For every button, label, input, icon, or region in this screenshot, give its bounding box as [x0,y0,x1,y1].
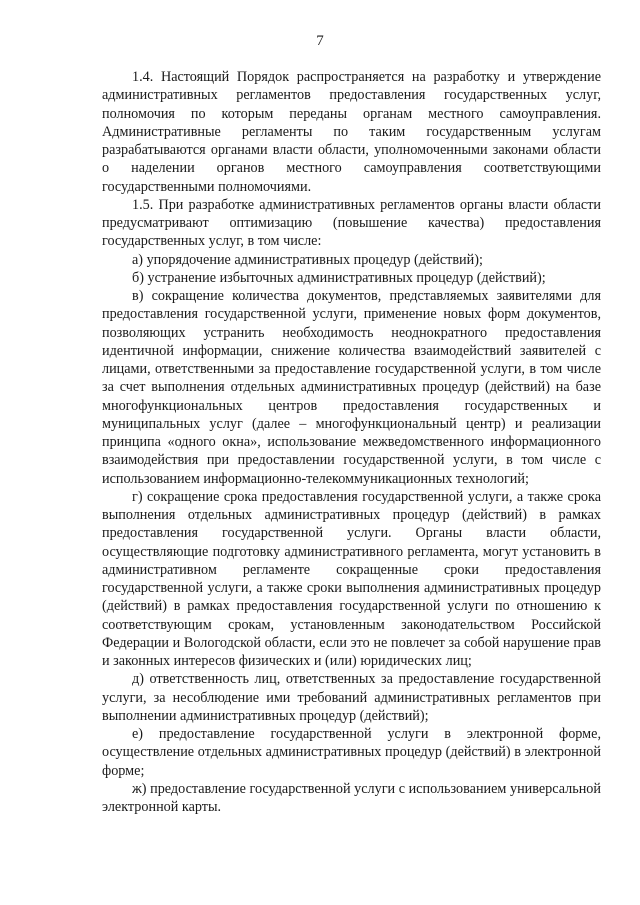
list-item-a: а) упорядочение административных процедур (действий); [132,251,483,268]
list-item-g: г) сокращение срока предоставления государственной услуги, а также срока выполнения отдельных административных процедур (действий) в рамках предоставления государственной услуги. Органы власти области, осуществляющие подготовку административного регламента, могут установить в административном регламенте сокращенные сроки предоставления государственной услуги, а также сроки выполнения административных процедур (действий) в рамках предоставления государственной услуги по отношению к соответствующим срокам, установленным законодательством Российской Федерации и Вологодской области, если это не повлечет за собой нарушение прав и законных интересов физических и (или) юридических лиц; [102,488,601,669]
list-item-zh: ж) предоставление государственной услуги с использованием универсальной электронной карты. [102,780,601,815]
list-item-v: в) сокращение количества документов, представляемых заявителями для предоставления государственной услуги, применение новых форм документов, позволяющих устранить необходимость неоднократного предоставления идентичной информации, снижение количества взаимодействий заявителей с лицами, ответственными за предоставление государственной услуги, в том числе за счет выполнения отдельных административных процедур (действий) на базе многофункциональных центров предоставления государственных и муниципальных услуг (далее – многофункциональный центр) и реализации принципа «одного окна», использование межведомственного информационного взаимодействия при предоставлении государственной услуги, в том числе с использованием информационно-телекоммуникационных технологий; [102,288,601,487]
document-body [102,68,601,816]
paragraph-1-4: 1.4. Настоящий Порядок распространяется на разработку и утверждение административных регламентов предоставления государственных услуг, полномочия по которым переданы органам местного самоуправления. Административные регламенты по таким государственным услугам разрабатываются органами власти области, уполномоченными законами области о наделении органов местного самоуправления соответствующими государственными полномочиями. [102,69,601,195]
list-item-b: б) устранение избыточных административных процедур (действий); [132,269,546,286]
paragraph-1-5: 1.5. При разработке административных регламентов органы власти области предусматривают оптимизацию (повышение качества) предоставления государственных услуг, в том числе: [102,196,601,250]
list-item-d: д) ответственность лиц, ответственных за предоставление государственной услуги, за несоблюдение ими требований административных регламентов при выполнении административных процедур (действий); [102,671,601,724]
page-number: 7 [316,33,324,49]
list-item-e: е) предоставление государственной услуги в электронной форме, осуществление отдельных административных процедур (действий) в электронной форме; [102,726,601,779]
